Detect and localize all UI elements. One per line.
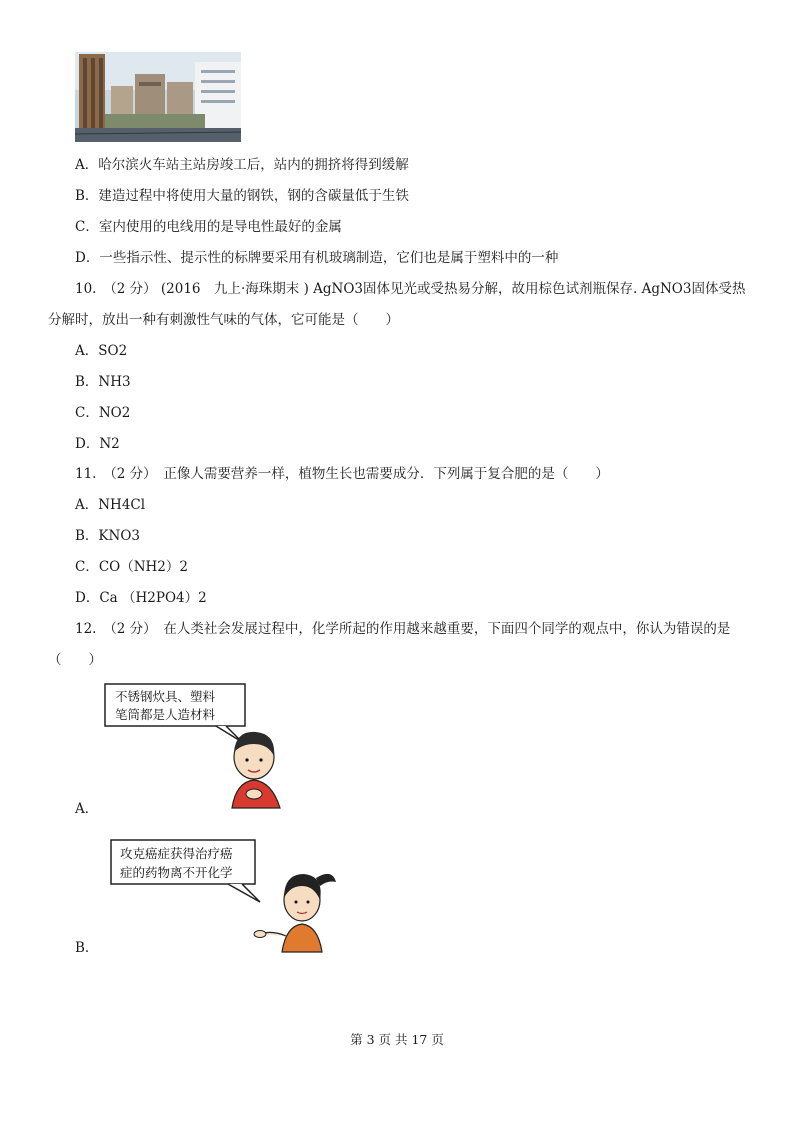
q12-bubble-a-line2: 笔筒都是人造材料 xyxy=(115,707,216,722)
q12-bubble-b-line1: 攻克癌症获得治疗癌 xyxy=(120,846,233,861)
q10-option-a[interactable]: A．SO2 xyxy=(75,343,128,359)
q12-stem-line1: 12. （2 分） 在人类社会发展过程中，化学所起的作用越来越重要，下面四个同学的观点中，你认为错误的是 xyxy=(75,621,731,637)
q10-stem-line2: 分解时，放出一种有刺激性气味的气体，它可能是（ ） xyxy=(48,312,399,328)
q12-option-a[interactable]: A． xyxy=(75,801,99,817)
q9-option-c[interactable]: C．室内使用的电线用的是导电性最好的金属 xyxy=(75,219,342,235)
q12-stem-line2: （ ） xyxy=(48,652,102,668)
q12-option-b[interactable]: B． xyxy=(75,940,99,956)
q12-option-a-cartoon xyxy=(104,682,304,810)
q9-option-d[interactable]: D．一些指示性、提示性的标牌要采用有机玻璃制造，它们也是属于塑料中的一种 xyxy=(75,250,559,266)
q9-option-b[interactable]: B．建造过程中将使用大量的钢铁，钢的含碳量低于生铁 xyxy=(75,188,409,204)
q12-option-b-cartoon xyxy=(110,838,340,954)
q11-option-c[interactable]: C．CO（NH2）2 xyxy=(75,559,188,575)
q12-bubble-b-line2: 症的药物离不开化学 xyxy=(120,865,233,880)
harbin-station-photo xyxy=(75,52,241,142)
page-footer: 第 3 页 共 17 页 xyxy=(350,1032,444,1047)
q11-stem: 11. （2 分） 正像人需要营养一样，植物生长也需要成分．下列属于复合肥的是（ ） xyxy=(75,466,609,482)
q10-option-d[interactable]: D．N2 xyxy=(75,436,120,452)
q10-option-c[interactable]: C．NO2 xyxy=(75,405,131,421)
q10-option-b[interactable]: B．NH3 xyxy=(75,374,131,390)
q10-stem-line1: 10. （2 分） (2016 九上·海珠期末 ) AgNO3固体见光或受热易分解，故用棕色试剂瓶保存. AgNO3固体受热 xyxy=(75,281,746,297)
q12-bubble-a-line1: 不锈钢炊具、塑料 xyxy=(115,689,216,704)
q11-option-b[interactable]: B．KNO3 xyxy=(75,528,140,544)
q11-option-a[interactable]: A．NH4Cl xyxy=(75,497,146,513)
q9-option-a[interactable]: A．哈尔滨火车站主站房竣工后，站内的拥挤将得到缓解 xyxy=(75,157,409,173)
q11-option-d[interactable]: D．Ca （H2PO4）2 xyxy=(75,590,207,606)
